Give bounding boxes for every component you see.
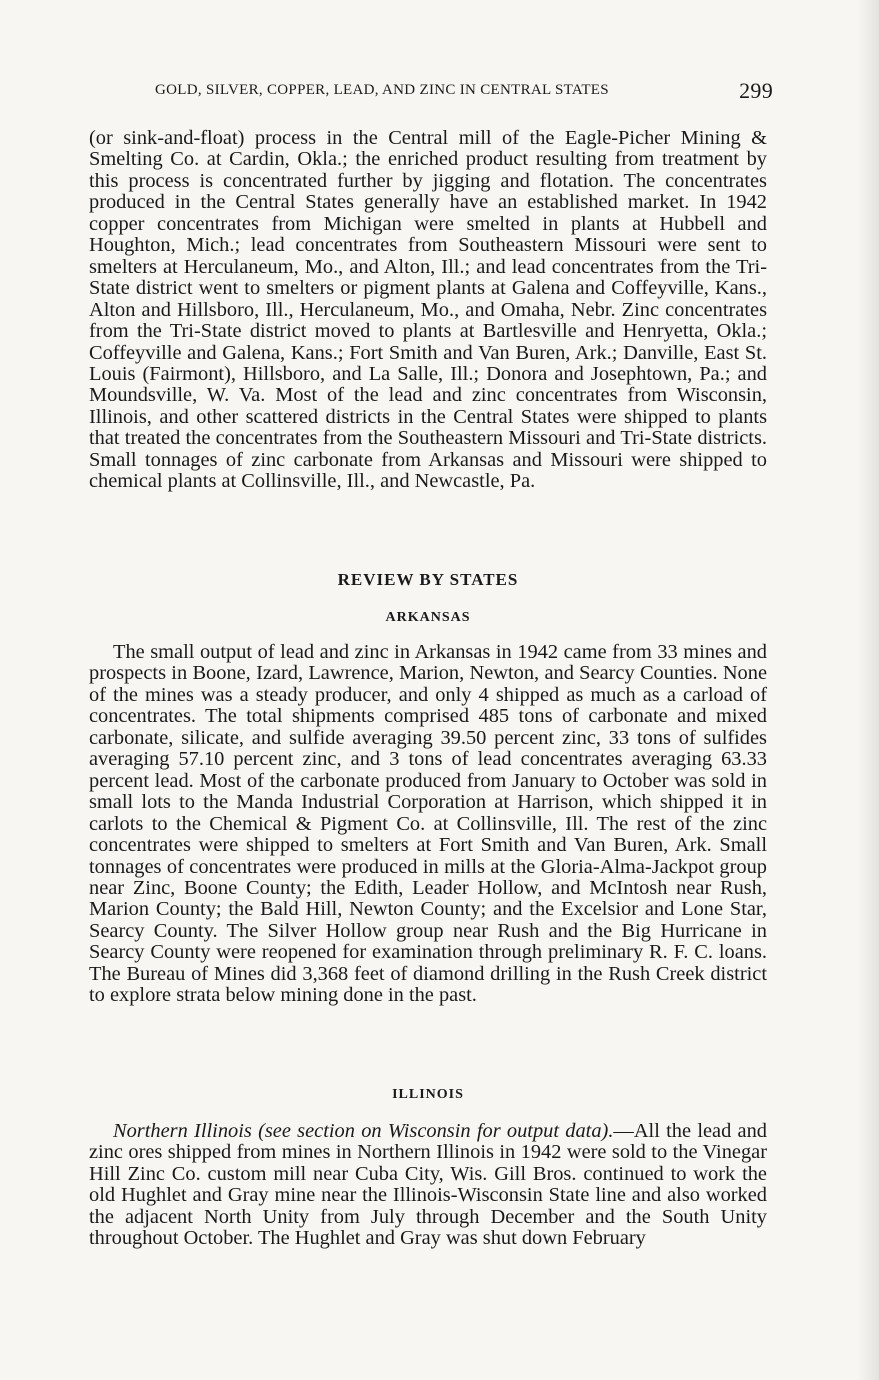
paragraph-illinois-lead-in: Northern Illinois (see section on Wisconsin for output data). — [113, 1120, 614, 1142]
heading-illinois: ILLINOIS — [392, 1087, 464, 1102]
heading-review-by-states: REVIEW BY STATES — [337, 570, 519, 589]
paragraph-illinois — [89, 1121, 767, 1250]
paragraph-arkansas: The small output of lead and zinc in Arkansas in 1942 came from 33 mines and prospects in Boone, Izard, Lawrence, Marion, Newton, and Searcy Counties. None of the mines was a steady producer, and only 4 shipped as much as a carload of concentrates. The total shipments comprised 485 tons of carbonate and mixed carbonate, silicate, and sulfide averaging 39.50 percent zinc, 33 tons of sulfides averaging 57.10 percent zinc, and 3 tons of lead concentrates averaging 63.33 percent lead. Most of the carbonate produced from January to October was sold in small lots to the Manda Industrial Corporation at Harrison, which shipped it in carlots to the Chemical & Pigment Co. at Collinsville, Ill. The rest of the zinc concentrates were shipped to smelters at Fort Smith and Van Buren, Ark. Small tonnages of concentrates were produced in mills at the Gloria-Alma-Jackpot group near Zinc, Boone County; the Edith, Leader Hollow, and McIntosh near Rush, Marion County; the Bald Hill, Newton County; and the Excelsior and Lone Star, Searcy County. The Silver Hollow group near Rush and the Big Hurricane in Searcy County were reopened for examination through preliminary R. F. C. loans. The Bureau of Mines did 3,368 feet of diamond drilling in the Rush Creek district to explore strata below mining done in the past. — [89, 641, 767, 1007]
running-header — [155, 78, 773, 103]
paragraph-illinois-body: —All the lead and zinc ores shipped from mines in Northern Illinois in 1942 were sold to the Vinegar Hill Zinc Co. custom mill near Cuba City, Wis. Gill Bros. continued to work the old Hughlet and Gray mine near the Illinois-Wisconsin State line and also worked the adjacent North Unity from July through December and the South Unity throughout October. The Hughlet and Gray was shut down February — [89, 1120, 767, 1250]
page-edge-shadow — [857, 0, 879, 1380]
paragraph-intro: (or sink-and-float) process in the Central mill of the Eagle-Picher Mining & Smelting Co. at Cardin, Okla.; the enriched product resulting from treatment by this process is concentrated further by jigging and flotation. The concentrates produced in the Central States generally have an established market. In 1942 copper concentrates from Michigan were smelted in plants at Hubbell and Houghton, Mich.; lead concentrates from Southeastern Missouri were sent to smelters at Herculaneum, Mo., and Alton, Ill.; and lead concentrates from the Tri-State district went to smelters or pigment plants at Galena and Coffeyville, Kans., Alton and Hillsboro, Ill., Herculaneum, Mo., and Omaha, Nebr. Zinc concentrates from the Tri-State district moved to plants at Bartlesville and Henryetta, Okla.; Coffeyville and Galena, Kans.; Fort Smith and Van Buren, Ark.; Danville, East St. Louis (Fairmont), Hillsboro, and La Salle, Ill.; Donora and Josephtown, Pa.; and Moundsville, W. Va. Most of the lead and zinc concentrates from Wisconsin, Illinois, and other scattered districts in the Central States were shipped to plants that treated the concentrates from the Southeastern Missouri and Tri-State districts. Small tonnages of zinc carbonate from Arkansas and Missouri were shipped to chemical plants at Collinsville, Ill., and Newcastle, Pa. — [89, 127, 767, 493]
running-title: GOLD, SILVER, COPPER, LEAD, AND ZINC IN CENTRAL STATES — [155, 82, 609, 98]
page-number: 299 — [739, 78, 773, 103]
heading-arkansas: ARKANSAS — [385, 610, 471, 625]
